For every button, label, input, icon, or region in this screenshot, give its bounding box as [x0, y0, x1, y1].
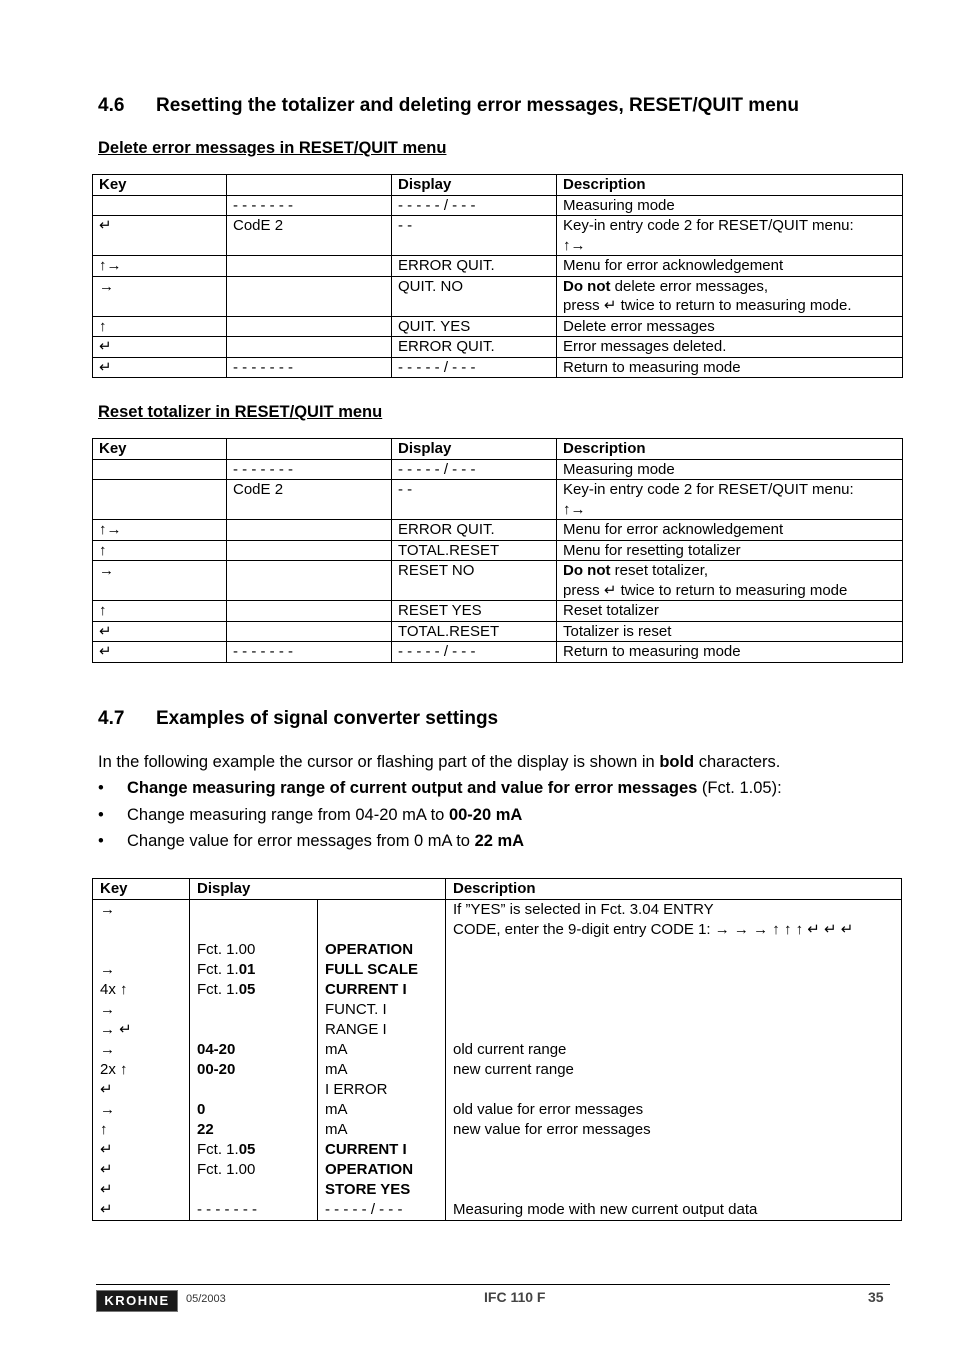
display-cell-1: - - - - - - -: [227, 459, 392, 480]
description-text: Measuring mode: [563, 196, 675, 214]
display-cell-1: [227, 540, 392, 561]
cell-line: If ”YES” is selected in Fct. 3.04 ENTRY: [453, 901, 714, 918]
bold-cursor-text: STORE YES: [325, 1181, 411, 1198]
cell-line: →: [100, 1001, 115, 1018]
key-cell: [93, 459, 227, 480]
header-key: Key: [93, 175, 227, 196]
table-row: [93, 459, 903, 480]
cell-line: →: [100, 1101, 115, 1118]
cell-line: [325, 920, 438, 940]
table-row: [93, 256, 903, 277]
cell-line: Fct. 1.01: [197, 961, 256, 978]
cell-line: - - - - - - -: [197, 1201, 257, 1218]
display-cell-1: - - - - - - -: [227, 195, 392, 216]
cell-line: new value for error messages: [453, 1121, 651, 1138]
cell-line: [197, 920, 310, 940]
table-row: [93, 316, 903, 337]
section-number: 4.7: [98, 708, 125, 729]
cell-line: → ↵: [100, 1021, 132, 1038]
description-line: [563, 196, 896, 216]
cell-line: [453, 1180, 894, 1200]
bold-cursor-text: 00-20: [197, 1061, 236, 1078]
cell-line: CODE, enter the 9-digit entry CODE 1: → → → ↑ ↑ ↑ ↵ ↵ ↵: [453, 921, 854, 938]
table1-heading: Delete error messages in RESET/QUIT menu: [98, 139, 447, 157]
cell-line: [453, 980, 894, 1000]
header-display: Display: [190, 879, 446, 900]
table-header-row: [93, 175, 903, 196]
cell-line: [325, 940, 438, 960]
description-line-2: ↑→: [563, 500, 586, 518]
description-line: [563, 642, 896, 662]
cell-line: [197, 1120, 310, 1140]
example-settings-table: [92, 878, 902, 1221]
display-cell-2: - - - - - / - - -: [392, 357, 557, 378]
table-header-row: [93, 879, 902, 900]
description-cell: [557, 621, 903, 642]
table-row: [93, 520, 903, 541]
footer-model: IFC 110 F: [484, 1289, 546, 1305]
description-text: Reset totalizer: [563, 602, 659, 619]
table-row: [93, 216, 903, 256]
display-column-1: [190, 900, 318, 1221]
bullet-bold: 00-20 mA: [448, 806, 523, 824]
cell-line: new current range: [453, 1061, 574, 1078]
header-display: Display: [392, 175, 557, 196]
description-cell: [557, 357, 903, 378]
header-key: Key: [93, 439, 227, 460]
cell-line: ↵: [100, 1181, 113, 1198]
cell-line: FUNCT. I: [325, 1001, 387, 1018]
footer-rule: [96, 1284, 890, 1285]
intro-bold: bold: [659, 753, 695, 771]
table-row: [93, 601, 903, 622]
display-cell-1: - - - - - - -: [227, 357, 392, 378]
key-cell: [93, 195, 227, 216]
intro-text: In the following example the cursor or flashing part of the display is shown in: [98, 753, 660, 771]
cell-line: [197, 1020, 310, 1040]
table-header-row: [93, 439, 903, 460]
description-line: [563, 480, 896, 500]
description-text: delete error messages,: [610, 277, 769, 295]
description-line: [563, 317, 896, 337]
delete-error-table: [92, 174, 903, 378]
display-cell-1: [227, 316, 392, 337]
cell-line: RANGE I: [325, 1021, 387, 1038]
display-cell-1: [227, 276, 392, 316]
display-cell-2: ERROR QUIT.: [392, 520, 557, 541]
description-line: [563, 277, 896, 297]
key-cell: →: [93, 276, 227, 316]
table-row: [93, 540, 903, 561]
display-cell-1: [227, 337, 392, 358]
cell-line: [197, 1040, 310, 1060]
cell-line: [453, 940, 894, 960]
intro-text-end: characters.: [694, 753, 781, 771]
cell-line: →: [100, 901, 115, 918]
display-cell-2: - -: [392, 216, 557, 256]
description-text: reset totalizer,: [610, 562, 709, 579]
display-cell-2: - - - - - / - - -: [392, 195, 557, 216]
bold-cursor-text: 22: [197, 1121, 214, 1138]
description-text: Key-in entry code 2 for RESET/QUIT menu:: [563, 217, 854, 234]
header-description: Description: [557, 175, 903, 196]
display-cell-2: TOTAL.RESET: [392, 621, 557, 642]
cell-line: [325, 1140, 438, 1160]
cell-line: mA: [325, 1061, 348, 1078]
cell-line: [325, 1160, 438, 1180]
table-row: [93, 480, 903, 520]
footer-date: 05/2003: [186, 1293, 226, 1305]
display-cell-1: - - - - - - -: [227, 642, 392, 663]
cell-line: [100, 940, 182, 960]
display-cell-2: QUIT. NO: [392, 276, 557, 316]
display-cell-2: - -: [392, 480, 557, 520]
description-line-2: ↑→: [563, 236, 586, 254]
key-cell: ↑→: [93, 520, 227, 541]
cell-line: mA: [325, 1041, 348, 1058]
cell-line: Fct. 1.00: [197, 1161, 256, 1178]
cell-line: Fct. 1.05: [197, 981, 256, 998]
display-cell-1: [227, 561, 392, 601]
display-cell-2: RESET YES: [392, 601, 557, 622]
cell-line: 4x ↑: [100, 981, 128, 998]
krohne-logo: KROHNE: [96, 1290, 178, 1312]
description-text: Return to measuring mode: [563, 358, 741, 376]
description-cell: [557, 216, 903, 256]
description-cell: [557, 480, 903, 520]
cell-line: [453, 1140, 894, 1160]
bullet-bold: 22 mA: [474, 832, 525, 850]
description-line: [563, 561, 896, 581]
key-cell: ↵: [93, 621, 227, 642]
cell-line: [453, 1000, 894, 1020]
cell-line: [197, 1060, 310, 1080]
description-column: [446, 900, 902, 1221]
display-cell-1: [227, 601, 392, 622]
cell-line: - - - - - / - - -: [325, 1201, 403, 1218]
cell-line: Fct. 1.00: [197, 941, 256, 958]
key-cell: ↵: [93, 357, 227, 378]
description-line: [563, 337, 896, 357]
description-bold: Do not: [563, 277, 611, 295]
key-cell: [93, 480, 227, 520]
cell-line: [453, 960, 894, 980]
section-4-7-heading: [98, 708, 498, 730]
cell-line: [325, 980, 438, 1000]
description-line-2: press ↵ twice to return to measuring mode: [563, 581, 848, 599]
description-cell: [557, 276, 903, 316]
description-line: [563, 601, 896, 621]
cell-line: [100, 920, 182, 940]
key-cell: ↵: [93, 216, 227, 256]
cell-line: [453, 1160, 894, 1180]
description-text: Measuring mode: [563, 460, 675, 478]
bold-cursor-text: 0: [197, 1101, 206, 1118]
key-cell: ↑→: [93, 256, 227, 277]
key-column: [93, 900, 190, 1221]
display-cell-2: TOTAL.RESET: [392, 540, 557, 561]
description-bold: Do not: [563, 562, 611, 579]
description-text: Delete error messages: [563, 317, 715, 335]
cell-line: [453, 1020, 894, 1040]
description-cell: [557, 642, 903, 663]
bold-cursor-text: 05: [238, 1141, 256, 1158]
table-row: [93, 561, 903, 601]
description-cell: [557, 316, 903, 337]
section-4-6-heading: [98, 95, 799, 117]
cell-line: mA: [325, 1121, 348, 1138]
table-row: [93, 195, 903, 216]
description-cell: [557, 520, 903, 541]
cell-line: [197, 1100, 310, 1120]
display-cell-1: CodE 2: [227, 480, 392, 520]
bold-cursor-text: CURRENT I: [325, 1141, 407, 1158]
cell-line: ↵: [100, 1141, 113, 1158]
table-row: [93, 621, 903, 642]
cell-line: [197, 1180, 310, 1200]
section-number: 4.6: [98, 95, 125, 116]
description-cell: [557, 561, 903, 601]
cell-line: old current range: [453, 1041, 567, 1058]
table-row: [93, 276, 903, 316]
description-line: [563, 541, 896, 561]
display-cell-1: [227, 520, 392, 541]
description-line: [563, 256, 896, 276]
description-line: [563, 622, 896, 642]
table-row: [93, 357, 903, 378]
cell-line: 2x ↑: [100, 1061, 128, 1078]
description-cell: [557, 195, 903, 216]
section-title: Resetting the totalizer and deleting error messages, RESET/QUIT menu: [156, 95, 799, 116]
bullet-text: Change value for error messages from 0 mA to: [127, 832, 475, 850]
display-cell-2: - - - - - / - - -: [392, 642, 557, 663]
header-description: Description: [557, 439, 903, 460]
bold-cursor-text: OPERATION: [325, 941, 414, 958]
bullet-bold: Change measuring range of current output and value for error messages: [127, 779, 698, 797]
display-cell-1: [227, 256, 392, 277]
bold-cursor-text: OPERATION: [325, 1161, 414, 1178]
cell-line: old value for error messages: [453, 1101, 644, 1118]
bold-cursor-text: 05: [238, 981, 256, 998]
key-cell: ↑: [93, 601, 227, 622]
bold-cursor-text: 04-20: [197, 1041, 236, 1058]
description-text: Key-in entry code 2 for RESET/QUIT menu:: [563, 481, 854, 498]
display-cell-1: [227, 621, 392, 642]
description-line-2: press ↵ twice to return to measuring mode.: [563, 297, 852, 314]
cell-line: ↑: [100, 1121, 108, 1138]
cell-line: →: [100, 1041, 115, 1058]
description-text: Error messages deleted.: [563, 338, 727, 355]
description-cell: [557, 459, 903, 480]
table2-heading: Reset totalizer in RESET/QUIT menu: [98, 403, 383, 421]
bullet-3: • Change value for error messages from 0 mA to 22 mA: [98, 832, 525, 850]
description-text: Return to measuring mode: [563, 643, 741, 660]
key-cell: ↵: [93, 642, 227, 663]
description-text: Totalizer is reset: [563, 622, 672, 640]
description-cell: [557, 256, 903, 277]
description-cell: [557, 337, 903, 358]
description-cell: [557, 601, 903, 622]
example-body-row: [93, 900, 902, 1221]
description-line: [563, 358, 896, 378]
description-line: [563, 216, 896, 236]
cell-line: mA: [325, 1101, 348, 1118]
description-text: Menu for error acknowledgement: [563, 521, 784, 538]
display-cell-1: CodE 2: [227, 216, 392, 256]
description-text: Menu for resetting totalizer: [563, 541, 741, 559]
display-cell-2: ERROR QUIT.: [392, 256, 557, 277]
cell-line: [325, 960, 438, 980]
key-cell: ↑: [93, 316, 227, 337]
key-cell: ↵: [93, 337, 227, 358]
cell-line: [197, 900, 310, 920]
section-title: Examples of signal converter settings: [156, 708, 499, 729]
bullet-1: • Change measuring range of current output and value for error messages (Fct. 1.05):: [98, 779, 782, 797]
bullet-text: (Fct. 1.05):: [697, 779, 782, 797]
cell-line: Measuring mode with new current output data: [453, 1201, 758, 1218]
cell-line: →: [100, 961, 115, 978]
header-display-1: [227, 175, 392, 196]
reset-totalizer-table: [92, 438, 903, 663]
table-row: [93, 337, 903, 358]
description-text: Menu for error acknowledgement: [563, 257, 784, 274]
bold-cursor-text: CURRENT I: [325, 981, 407, 998]
bold-cursor-text: FULL SCALE: [325, 961, 419, 978]
display-cell-2: RESET NO: [392, 561, 557, 601]
header-display-1: [227, 439, 392, 460]
display-column-2: [318, 900, 446, 1221]
display-cell-2: - - - - - / - - -: [392, 459, 557, 480]
description-line: [563, 460, 896, 480]
cell-line: [325, 900, 438, 920]
cell-line: [325, 1180, 438, 1200]
cell-line: [197, 1080, 310, 1100]
cell-line: [197, 1000, 310, 1020]
cell-line: I ERROR: [325, 1081, 388, 1098]
display-cell-2: ERROR QUIT.: [392, 337, 557, 358]
cell-line: ↵: [100, 1081, 113, 1098]
display-cell-2: QUIT. YES: [392, 316, 557, 337]
cell-line: ↵: [100, 1161, 113, 1178]
header-display: Display: [392, 439, 557, 460]
description-cell: [557, 540, 903, 561]
intro-paragraph: [98, 753, 780, 772]
cell-line: Fct. 1.05: [197, 1141, 256, 1158]
key-cell: →: [93, 561, 227, 601]
bold-cursor-text: 01: [238, 961, 256, 978]
header-description: Description: [446, 879, 902, 900]
cell-line: [453, 1080, 894, 1100]
header-key: Key: [93, 879, 190, 900]
cell-line: ↵: [100, 1201, 113, 1218]
description-line: [563, 520, 896, 540]
page-number: 35: [868, 1289, 884, 1305]
key-cell: ↑: [93, 540, 227, 561]
bullet-text: Change measuring range from 04-20 mA to: [127, 806, 449, 824]
table-row: [93, 642, 903, 663]
bullet-2: • Change measuring range from 04-20 mA to 00-20 mA: [98, 806, 523, 824]
